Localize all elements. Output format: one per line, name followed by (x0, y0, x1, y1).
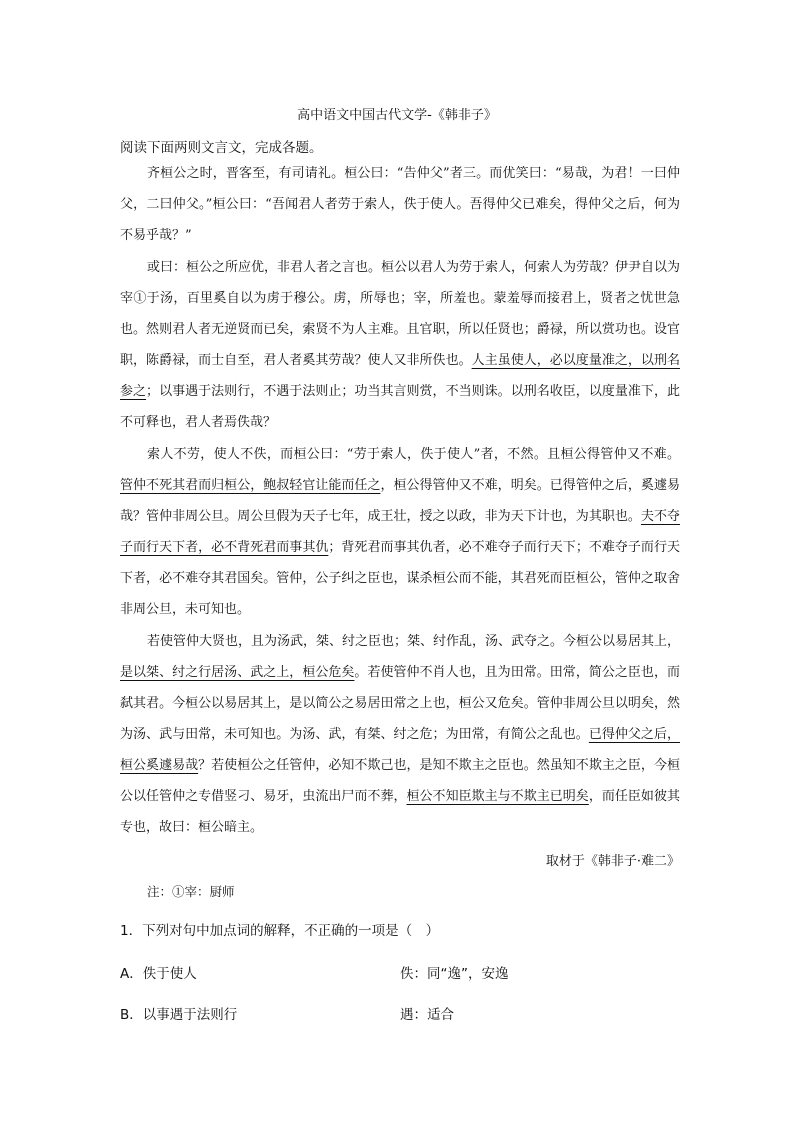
underlined-sentence: 人主虽使人，必以度量准之，以刑名参之 (120, 353, 680, 399)
question-1-option-a (120, 962, 680, 982)
passage-source: 取材于《韩非子·难二》 (545, 854, 680, 869)
passage-paragraph-2 (120, 252, 680, 438)
underlined-sentence: 管仲不死其君而归桓公，鲍叔轻官让能而任之 (120, 478, 381, 493)
reading-instruction: 阅读下面两则文言文，完成各题。 (120, 140, 323, 156)
paragraph-text: 索人不劳，使人不佚，而桓公曰：“劳于索人，佚于使人”者，不然。且桓公得管仲又不难。 (147, 447, 680, 462)
document-title: 高中语文中国古代文学-《韩非子》 (297, 108, 497, 123)
paragraph-text: ，而任臣如彼其专也，故曰：桓公暗主。 (120, 789, 680, 835)
underlined-sentence: 夫不夺子而行天下者，必不背死君而事其仇 (120, 509, 680, 555)
option-label: B．以事遇于法则行 (120, 1007, 238, 1023)
paragraph-text: 或曰：桓公之所应优，非君人者之言也。桓公以君人为劳于索人，何索人为劳哉？伊尹自以为宰①于汤，百里奚自以为虏于穆公。虏，所辱也；宰，所羞也。蒙羞辱而接君上，贤者之忧世急也。然则君人者无逆贤而已矣，索贤不为人主难。且官职，所以任贤也；爵禄，所以赏功也。设官职，陈爵禄，而士自至，君人者奚其劳哉？使人又非所佚也。 (120, 260, 681, 368)
question-1-option-b (120, 1003, 680, 1023)
passage-paragraph-4 (120, 626, 680, 843)
passage-paragraph-3 (120, 439, 680, 625)
paragraph-text: ，桓公得管仲又不难，明矣。已得管仲之后，奚遽易哉？管仲非周公旦。周公旦假为天子七年，成王壮，授之以政，非为天下计也，为其职也。 (120, 478, 680, 524)
question-1-stem: 1．下列对句中加点词的解释，不正确的一项是（ ） (120, 923, 440, 939)
underlined-sentence: 已得仲父之后，桓公奚遽易哉 (120, 727, 680, 773)
paragraph-text: 。若使管仲不肖人也，且为田常。田常，简公之臣也，而弑其君。今桓公以易居其上，是以简公之易居田常之上也，桓公又危矣。管仲非周公旦以明矣，然为汤、武与田常，未可知也。为汤、武，有桀、纣之危；为田常，有简公之乱也。 (120, 665, 680, 742)
paragraph-text: 若使管仲大贤也，且为汤武，桀、纣之臣也；桀、纣作乱，汤、武夺之。今桓公以易居其上， (147, 634, 681, 649)
underlined-sentence: 桓公不知臣欺主与不欺主已明矣 (406, 789, 589, 804)
paragraph-text: ；背死君而事其仇者，必不难夺子而行天下；不难夺子而行天下者，必不难夺其君国矣。管仲，公子纠之臣也，谋杀桓公而不能，其君死而臣桓公，管仲之取舍非周公旦，未可知也。 (120, 540, 680, 617)
option-label: A．佚于使人 (120, 966, 197, 982)
option-gloss: 遇：适合 (400, 1007, 454, 1023)
passage-paragraph-1 (120, 158, 680, 251)
paragraph-text: ？若使桓公之任管仲，必知不欺己也，是知不欺主之臣也。然虽知不欺主之臣，今桓公以任管仲之专借竖刁、易牙，虫流出尸而不葬， (120, 758, 680, 804)
paragraph-text: 齐桓公之时，晋客至，有司请礼。桓公曰：“告仲父”者三。而优笑曰：“易哉，为君！一曰仲父，二曰仲父。”桓公曰：“吾闻君人者劳于索人，佚于使人。吾得仲父已难矣，得仲父之后，何为不易乎哉？” (120, 166, 680, 243)
footnote: 注：①宰：厨师 (147, 884, 235, 899)
option-gloss: 佚：同“逸”，安逸 (400, 966, 509, 982)
paragraph-text: ；以事遇于法则行，不遇于法则止；功当其言则赏，不当则诛。以刑名收臣，以度量准下，此不可释也，君人者焉佚哉？ (120, 384, 680, 430)
underlined-sentence: 是以桀、纣之行居汤、武之上，桓公危矣 (120, 665, 355, 680)
